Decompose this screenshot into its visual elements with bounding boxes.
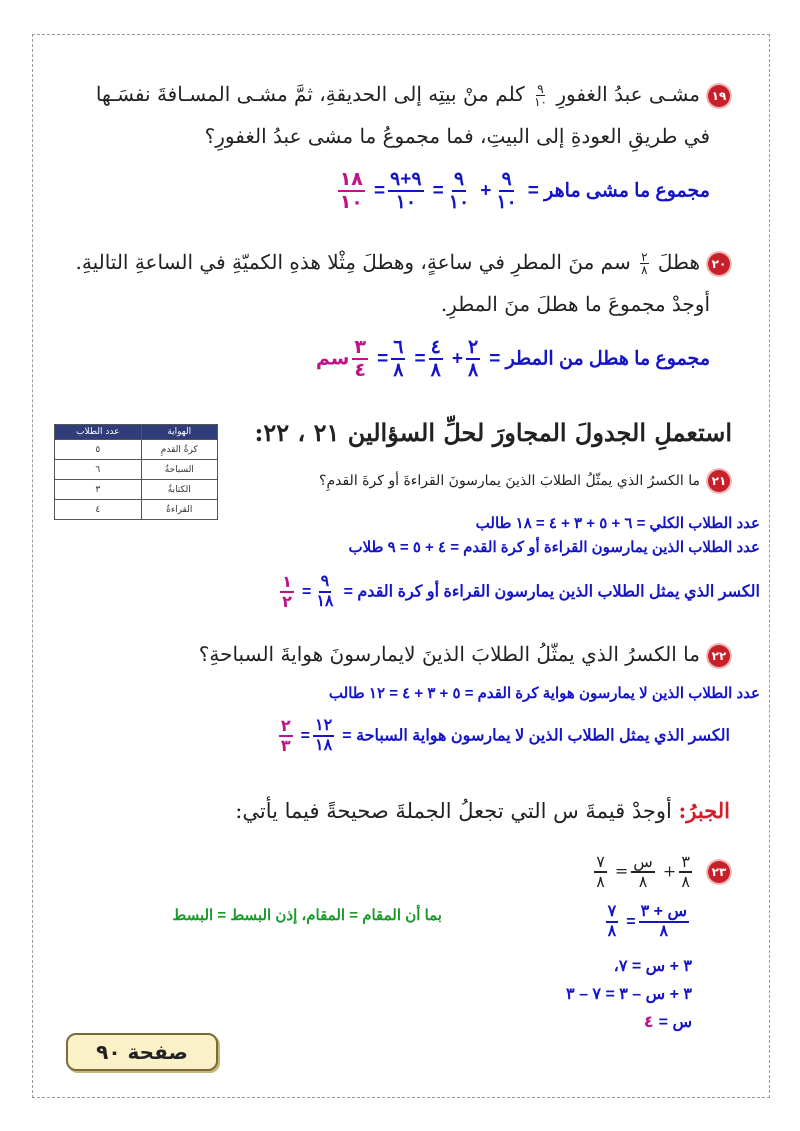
answer-23-step3: ٣ + س – ٣ = ٧ – ٣ — [566, 986, 692, 1003]
table-header: الهواية — [141, 425, 218, 440]
table-cell: الكتابةُ — [141, 480, 218, 500]
answer-fraction: $\frac{٩}{١٨}$ — [316, 573, 334, 610]
unit-label: سم — [315, 347, 350, 370]
answer-fraction: $\frac{٩+٩}{١٠}$ — [390, 169, 422, 213]
question-20 — [70, 242, 730, 282]
inline-fraction: ٢ ٨ — [641, 250, 648, 277]
answer-fraction: $\frac{٩}{١٠}$ — [496, 169, 517, 213]
question-21 — [210, 466, 730, 496]
table-cell: ٤ — [55, 500, 142, 520]
question-number-badge: ٢٣ — [708, 861, 730, 883]
question-19 — [70, 74, 730, 114]
question-22 — [70, 634, 730, 674]
answer-fraction: $\frac{٦}{٨}$ — [393, 337, 404, 381]
question-text: هطلَ — [657, 250, 700, 274]
table-cell: ٣ — [55, 480, 142, 500]
algebra-instruction: أوجدْ قيمةَ س التي تجعلُ الجملةَ صحيحةً فيما يأتي: — [235, 799, 672, 823]
answer-22-line2: الكسر الذي يمثل الطلاب الذين لا يمارسون هواية السباحة = $\frac{١٢}{١٨}$ = $\frac{٢}{٣}$ — [280, 716, 730, 755]
table-cell: القراءةُ — [141, 500, 218, 520]
table-cell: ٦ — [55, 460, 142, 480]
question-23: ٢٣ $\frac{٣}{٨}$ + $\frac{\text{س}}{٨}$ = $\frac{٧}{٨}$ — [591, 854, 730, 890]
question-number-badge: ٢٢ — [708, 645, 730, 667]
hobby-table — [54, 424, 218, 520]
table-row — [55, 440, 218, 460]
question-number-badge: ٢١ — [708, 470, 730, 492]
answer-20: مجموع ما هطل من المطر = $\frac{٢}{٨}$ + $\frac{٤}{٨}$ = $\frac{٦}{٨}$ = $\frac{٣}{٤}$ سم — [315, 336, 710, 381]
section-heading: استعملِ الجدولَ المجاورَ لحلِّ السؤالين ٢١ ، ٢٢: — [254, 418, 732, 447]
answer-label: الكسر الذي يمثل الطلاب الذين يمارسون القراءة أو كرة القدم = — [343, 583, 760, 601]
question-19-line2: في طريقِ العودةِ إلى البيتِ، فما مجموعُ ما مشى عبدُ الغفورِ؟ — [204, 124, 710, 148]
answer-result-fraction: $\frac{٣}{٤}$ — [354, 336, 367, 381]
answer-result-fraction: $\frac{٢}{٣}$ — [280, 716, 291, 755]
answer-result-fraction: $\frac{١}{٢}$ — [282, 572, 292, 611]
answer-19: مجموع ما مشى ماهر = $\frac{٩}{١٠}$ + $\frac{٩}{١٠}$ = $\frac{٩+٩}{١٠}$ = $\frac{١٨}{١٠}$ — [339, 168, 710, 213]
answer-fraction: $\frac{٩}{١٠}$ — [448, 169, 470, 213]
answer-22-line1: عدد الطلاب الذين لا يمارسون هواية كرة القدم = ٥ + ٣ + ٤ = ١٢ طالب — [328, 685, 760, 702]
table-header: عدد الطلاب — [55, 425, 142, 440]
page-number-badge: صفحة ٩٠ — [66, 1033, 218, 1071]
answer-fraction: $\frac{٢}{٨}$ — [467, 337, 479, 381]
table-row — [55, 500, 218, 520]
question-text: كلم منْ بيتِه إلى الحديقةِ، ثمَّ مشـى المسـافةَ نفسَـها — [95, 82, 525, 106]
answer-label: الكسر الذي يمثل الطلاب الذين لا يمارسون هواية السباحة = — [342, 727, 730, 745]
answer-result-fraction: $\frac{١٨}{١٠}$ — [339, 168, 363, 213]
algebra-label: الجبرُ: — [678, 798, 730, 823]
table-cell: ٥ — [55, 440, 142, 460]
question-number-badge: ١٩ — [708, 85, 730, 107]
answer-23-step2: ٣ + س = ٧، — [613, 958, 692, 975]
answer-label: مجموع ما مشى ماهر = — [527, 180, 710, 202]
question-number-badge: ٢٠ — [708, 253, 730, 275]
table-cell: السباحةُ — [141, 460, 218, 480]
answer-fraction: $\frac{٤}{٨}$ — [430, 337, 441, 381]
algebra-heading — [70, 798, 730, 823]
answer-21-line2: عدد الطلاب الذين يمارسون القراءة أو كرة القدم = ٤ + ٥ = ٩ طلاب — [348, 539, 760, 556]
table-cell: كرةُ القدمِ — [141, 440, 218, 460]
table-row — [55, 480, 218, 500]
question-text: ما الكسرُ الذي يمثّلُ الطلابَ الذينَ يمارسونَ القراءةَ أو كرةَ القدمِ؟ — [319, 473, 700, 489]
answer-23-step1: $\frac{\text{س + ٣}}{٨}$ = $\frac{٧}{٨}$ — [607, 903, 687, 940]
answer-label: مجموع ما هطل من المطر = — [489, 348, 710, 370]
answer-23-note: بما أن المقام = المقام، إذن البسط = البسط — [172, 907, 442, 924]
table-row — [55, 460, 218, 480]
question-20-line2: أوجدْ مجموعَ ما هطلَ منَ المطرِ. — [440, 292, 710, 316]
question-text: ما الكسرُ الذي يمثّلُ الطلابَ الذينَ لايمارسونَ هوايةَ السباحةِ؟ — [198, 642, 700, 666]
inline-fraction: ٩ ١٠ — [534, 82, 547, 109]
question-text: سم منَ المطرِ في ساعةٍ، وهطلَ مِثْلا هذهِ الكميّةِ في الساعةِ التاليةِ. — [75, 250, 631, 274]
question-text: مشـى عبدُ الغفورِ — [556, 82, 700, 106]
answer-21-line1: عدد الطلاب الكلي = ٦ + ٥ + ٣ + ٤ = ١٨ طالب — [475, 515, 760, 532]
answer-23-step4: س = ٤ — [643, 1012, 692, 1031]
answer-fraction: $\frac{١٢}{١٨}$ — [315, 717, 333, 754]
answer-21-line3: الكسر الذي يمثل الطلاب الذين يمارسون القراءة أو كرة القدم = $\frac{٩}{١٨}$ = $\frac{١}{٢}$ — [282, 572, 760, 611]
hobby-table-container — [54, 424, 218, 520]
